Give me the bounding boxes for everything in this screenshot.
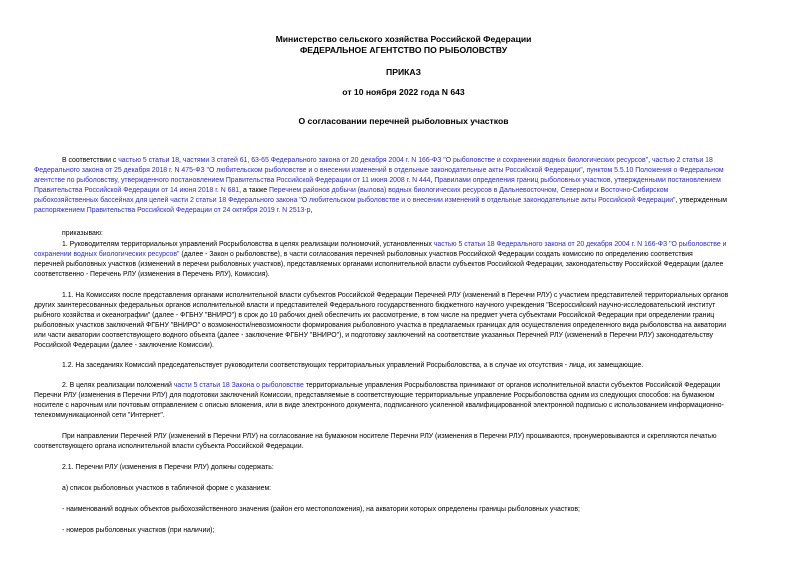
p1-line-1: 1. Руководителям территориальных управлений Росрыболовства в целях реализации полномочий, установленных частью 5 статьи 18 Федерального закона от 20 декабря 2004 г. N 166-ФЗ "О рыболовстве и <box>62 241 727 248</box>
document-date-number: от 10 ноября 2022 года N 643 <box>342 87 465 97</box>
link-p1-law[interactable]: частью 5 статьи 18 Федерального закона от 20 декабря 2004 г. N 166-ФЗ "О рыболовстве и <box>433 241 727 248</box>
preamble-line-4: Правительства Российской Федерации от 14 июня 2018 г. N 681, а также Перечнем районов добычи (вылова) водных биологических ресурсов в Дальневосточном, Северном и Восточно-Сибирском <box>34 187 669 194</box>
document-type: ПРИКАЗ <box>386 67 421 77</box>
p21-line-1: 2.1. Перечни РЛУ (изменения в Перечни РЛУ) должны содержать: <box>62 464 274 471</box>
preamble-line-3: агентстве по рыболовству, утвержденного постановлением Правительства Российской Федерации от 11 июня 2008 г. N 444, Правилами определения границ рыболовных участков, утвержденными постановлением <box>34 177 721 184</box>
document-subject: О согласовании перечней рыболовных участков <box>298 116 509 126</box>
p11-line-2: других заинтересованных федеральных органов исполнительной власти и представителей Федерального государственного бюджетного научного учреждения "Всероссийский научно-исследовательский институт <box>34 302 716 309</box>
p11-line-1: 1.1. На Комиссиях после представления органами исполнительной власти субъектов Российской Федерации Перечней РЛУ (изменений в Перечни РЛУ) с участием представителей территориальных органов <box>62 292 729 299</box>
p11-line-6: Российской Федерации (далее - заключение Комиссии). <box>34 342 214 349</box>
p2-line-1: 2. В целях реализации положений части 5 статьи 18 Закона о рыболовстве территориальные управления Росрыболовства принимают от органов исполнительной власти субъектов Российской Федерации <box>62 382 721 389</box>
link-part2-art18[interactable]: частью 2 статьи 18 <box>651 157 713 164</box>
link-rules-681-cont[interactable]: Правительства Российской Федерации от 14 июня 2018 г. N 681 <box>34 187 240 194</box>
p2-line-4: телекоммуникационной сети "Интернет". <box>34 412 165 419</box>
p-paper-line-1: При направлении Перечней РЛУ (изменений в Перечни РЛУ) на согласование на бумажном носителе Перечни РЛУ (изменения в Перечни РЛУ) прошиваются, пронумеровываются и скрепляются печатью <box>62 433 717 440</box>
agency-heading: ФЕДЕРАЛЬНОЕ АГЕНТСТВО ПО РЫБОЛОВСТВУ <box>299 45 508 55</box>
p11-line-4: рыболовных участков заключений ФГБНУ "ВНИРО" о возможности/невозможности формирования рыболовного участка в предлагаемых границах для осуществления определенного вида рыболовства на акватории <box>34 322 727 329</box>
p12-line-1: 1.2. На заседаниях Комиссий председательствует руководители соответствующих территориальных управлений Росрыболовства, а в случае их отсутствия - лица, их замещающие. <box>62 362 644 369</box>
link-p1-law-cont[interactable]: сохранении водных биологических ресурсов" <box>34 251 180 258</box>
preamble-line-1: В соответствии с частью 5 статьи 18, частями 3 статей 61, 63-65 Федерального закона от 20 декабря 2004 г. N 166-ФЗ "О рыболовстве и сохранении водных биологических ресурсов", частью 2 статьи 18 <box>62 157 713 164</box>
link-law-475fz[interactable]: Федерального закона от 25 декабря 2018 г. N 475-ФЗ "О любительском рыболовстве и о внесении изменений в отдельные законодательные акты Российской Федерации" <box>34 167 583 174</box>
link-districts-list-cont[interactable]: рыбохозяйственных бассейнах для целей части 2 статьи 18 Федерального закона "О любительском рыболовстве и о внесении изменений в отдельные законодательные акты Российской Федерации" <box>34 197 676 204</box>
link-districts-list[interactable]: Перечнем районов добычи (вылова) водных биологических ресурсов в Дальневосточном, Северном и Восточно-Сибирском <box>268 187 669 194</box>
preamble-line-5: рыбохозяйственных бассейнах для целей части 2 статьи 18 Федерального закона "О любительском рыболовстве и о внесении изменений в отдельные законодательные акты Российской Федерации", утвержденным <box>34 197 727 204</box>
p1-line-2: сохранении водных биологических ресурсов" (далее - Закон о рыболовстве), в части согласования перечней рыболовных участков Российской Федерации создать комиссию по определению соответствия <box>34 251 693 258</box>
p11-line-5: или части акватории соответствующего водного объекта (далее - заключение ФГБНУ "ВНИРО"), и подготовку заключений на соответствие указанных Перечней РЛУ (изменений в Перечни РЛУ) законодательству <box>34 332 713 339</box>
pc-line-1: - номеров рыболовных участков (при наличии); <box>62 527 215 534</box>
link-regulation-5-5-10-cont[interactable]: агентстве по рыболовству, утвержденного постановлением Правительства Российской Федерации от 11 июня 2008 г. N 444 <box>34 177 431 184</box>
p1-line-3: перечней рыболовных участков (изменений в перечни рыболовных участков), представляемых органами исполнительной власти субъектов Российской Федерации, законодательству Российской Федерации (далее <box>34 261 724 268</box>
p11-line-3: рыбного хозяйства и океанографии" (далее - ФГБНУ "ВНИРО") в срок до 10 рабочих дней обеспечить их рассмотрение, в том числе на предмет учета субъектами Российской Федерации при определении границ <box>34 312 715 319</box>
p1-line-4: соответственно - Перечень РЛУ (изменения в Перечень РЛУ), Комиссия). <box>34 271 270 278</box>
link-order-2513r[interactable]: распоряжением Правительства Российской Федерации от 24 октября 2019 г. N 2513-р <box>34 207 311 214</box>
link-rules-681[interactable]: Правилами определения границ рыболовных участков, утвержденными постановлением <box>434 177 721 184</box>
link-law-166fz[interactable]: частью 5 статьи 18, частями 3 статей 61, 63-65 Федерального закона от 20 декабря 2004 г. N 166-ФЗ "О рыболовстве и сохранении водных биологических ресурсов" <box>118 157 649 164</box>
prikazyvayu: приказываю: <box>62 230 103 237</box>
ministry-heading: Министерство сельского хозяйства Российской Федерации <box>275 34 532 44</box>
p-paper-line-2: соответствующего органа исполнительной власти субъекта Российской Федерации. <box>34 443 304 450</box>
pb-line-1: - наименований водных объектов рыбохозяйственного значения (район его местоположения), на акватории которых определены границы рыболовных участков; <box>62 506 580 513</box>
link-regulation-5-5-10[interactable]: пунктом 5.5.10 Положения о Федеральном <box>586 167 724 174</box>
pa-line-1: а) список рыболовных участков в табличной форме с указанием: <box>62 485 272 492</box>
preamble-line-2: Федерального закона от 25 декабря 2018 г. N 475-ФЗ "О любительском рыболовстве и о внесении изменений в отдельные законодательные акты Российской Федерации", пунктом 5.5.10 Положения о Федеральном <box>34 167 724 174</box>
preamble-line-6: распоряжением Правительства Российской Федерации от 24 октября 2019 г. N 2513-р, <box>34 207 313 214</box>
p2-line-2: Перечни РЛУ (изменения в Перечни РЛУ) для подготовки заключений Комиссии, представляемые в соответствующие территориальные управление Росрыболовства одним из следующих способов: на бумажном <box>34 392 715 399</box>
p2-line-3: носителе с нарочным или почтовым отправлением с описью вложения, или в виде электронного документа, подписанного усиленной квалифицированной электронной подписью с использованием информационно- <box>34 402 724 409</box>
link-p2-law[interactable]: части 5 статьи 18 Закона о рыболовстве <box>173 382 304 389</box>
